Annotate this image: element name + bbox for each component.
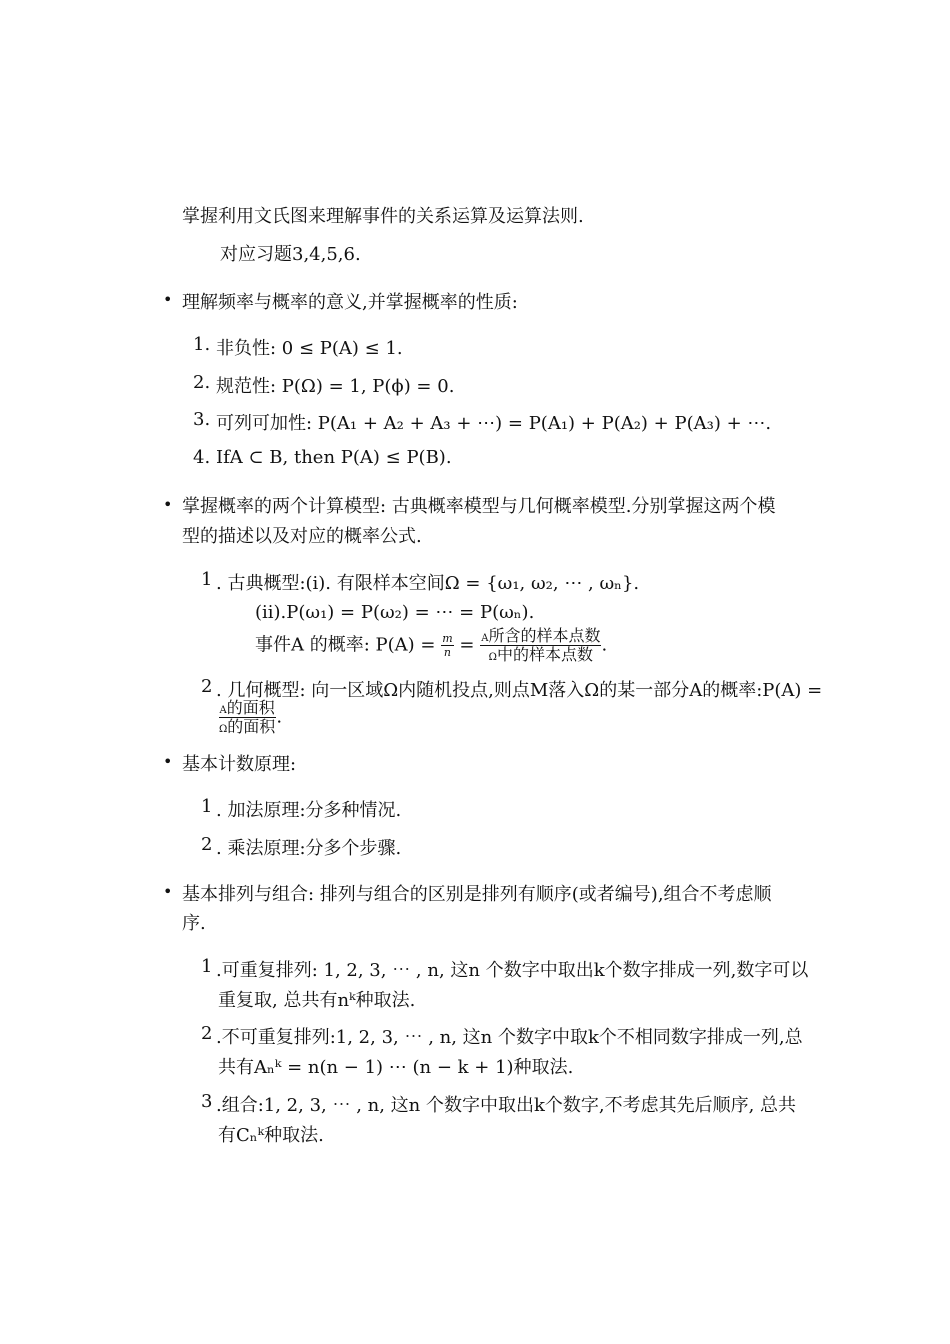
fraction-denominator: n [443, 646, 451, 659]
list-item: 规范性: P(Ω) = 1, P(ϕ) = 0. [216, 376, 455, 397]
section-title: 理解频率与概率的意义,并掌握概率的性质: [182, 292, 518, 313]
list-item: . 乘法原理:分多个步骤. [216, 838, 402, 859]
section-title: 掌握概率的两个计算模型: 古典概率模型与几何概率模型.分别掌握这两个模 [182, 496, 776, 517]
list-item-label: 4. [193, 447, 211, 468]
list-item-label: 3 [201, 1091, 213, 1112]
bullet-icon: • [163, 752, 173, 771]
list-item-line: 共有Aₙᵏ = n(n − 1) ⋯ (n − k + 1)种取法. [218, 1057, 574, 1078]
list-item-line: 重复取, 总共有nᵏ种取法. [218, 990, 416, 1011]
list-item: .组合:1, 2, 3, ⋯ , n, 这n 个数字中取出k个数字,不考虑其先后顺序, 总共 [216, 1095, 797, 1116]
list-item-line: 有Cₙᵏ种取法. [218, 1125, 324, 1146]
exercise-reference: 对应习题3,4,5,6. [220, 244, 361, 265]
list-item-label: 1 [201, 569, 213, 590]
period: . [276, 706, 283, 728]
list-item-line [255, 628, 607, 663]
list-item: .可重复排列: 1, 2, 3, ⋯ , n, 这n 个数字中取出k个数字排成一列,数字可以 [216, 960, 809, 981]
list-item-line [218, 700, 282, 735]
list-item: 非负性: 0 ≤ P(A) ≤ 1. [216, 338, 403, 359]
fraction-numerator: m [442, 632, 453, 645]
formula-text: 事件A 的概率: P(A) = [255, 634, 436, 656]
list-item: . 加法原理:分多种情况. [216, 800, 402, 821]
fraction [218, 700, 276, 735]
list-item-label: 2. [193, 372, 211, 393]
equals-sign: = [459, 634, 475, 656]
bullet-icon: • [163, 290, 173, 309]
fraction-denominator: Ω中的样本点数 [488, 645, 593, 664]
fraction [480, 628, 601, 663]
fraction-numerator: A所含的样本点数 [481, 626, 601, 645]
list-item: . 古典概型:(i). 有限样本空间Ω = {ω₁, ω₂, ⋯ , ωₙ}. [216, 573, 640, 594]
intro-text: 掌握利用文氏图来理解事件的关系运算及运算法则. [182, 206, 584, 227]
list-item: IfA ⊂ B, then P(A) ≤ P(B). [216, 447, 452, 468]
list-item-label: 2 [201, 1023, 213, 1044]
bullet-icon: • [163, 495, 173, 514]
section-title-continued: 型的描述以及对应的概率公式. [182, 526, 422, 547]
section-title: 基本排列与组合: 排列与组合的区别是排列有顺序(或者编号),组合不考虑顺 [182, 884, 772, 905]
fraction-numerator: A的面积 [219, 698, 275, 717]
bullet-icon: • [163, 882, 173, 901]
period: . [601, 634, 608, 656]
list-item-label: 3. [193, 409, 211, 430]
list-item-label: 1. [193, 334, 211, 355]
list-item-label: 2 [201, 676, 213, 697]
list-item-label: 1 [201, 956, 213, 977]
section-title-continued: 序. [182, 913, 206, 934]
list-item-line: (ii).P(ω₁) = P(ω₂) = ⋯ = P(ωₙ). [255, 602, 535, 623]
fraction [441, 633, 453, 658]
list-item: . 几何概型: 向一区域Ω内随机投点,则点M落入Ω的某一部分A的概率:P(A) = [216, 680, 823, 701]
section-title: 基本计数原理: [182, 754, 297, 775]
list-item-label: 1 [201, 796, 213, 817]
list-item: 可列可加性: P(A₁ + A₂ + A₃ + ⋯) = P(A₁) + P(A₂) + P(A₃) + ⋯. [216, 413, 772, 434]
list-item-label: 2 [201, 834, 213, 855]
list-item: .不可重复排列:1, 2, 3, ⋯ , n, 这n 个数字中取k个不相同数字排成一列,总 [216, 1027, 803, 1048]
fraction-denominator: Ω的面积 [219, 717, 276, 736]
